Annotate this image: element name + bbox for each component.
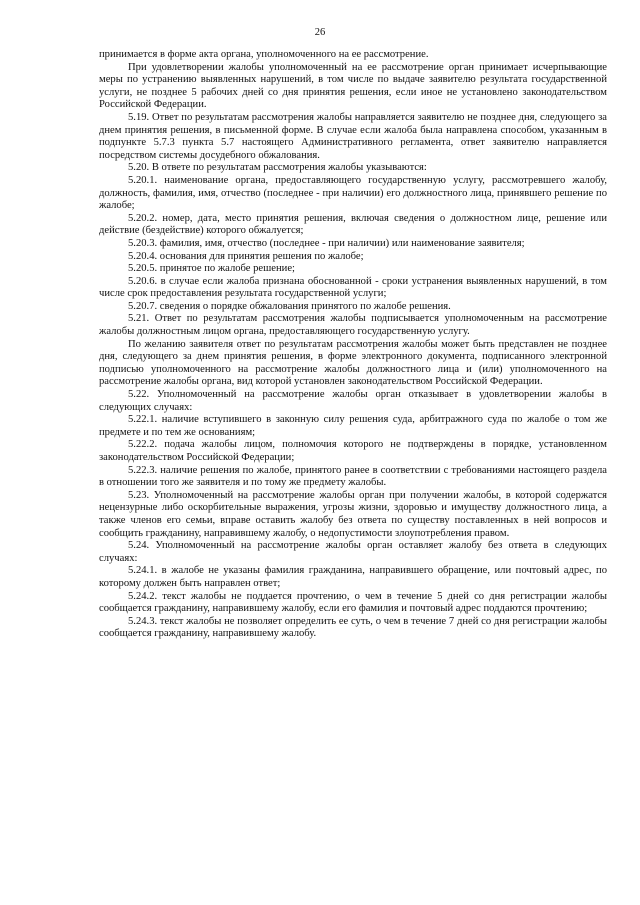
paragraph-5-24: 5.24. Уполномоченный на рассмотрение жалобы орган оставляет жалобу без ответа в следующих случаях:: [99, 540, 607, 564]
paragraph: По желанию заявителя ответ по результатам рассмотрения жалобы может быть представлен не позднее дня, следующего за днем принятия решения, в форме электронного документа, подписанного электронной подписью уполномоченного на рассмотрение жалобы должностного лица и (или) уполномоченного на рассмотрение жалобы органа, вид которой установлен законодательством Российской Федерации.: [99, 338, 607, 388]
paragraph-5-22-1: 5.22.1. наличие вступившего в законную силу решения суда, арбитражного суда по жалобе о том же предмете и по тем же основаниям;: [99, 414, 607, 438]
paragraph-5-20-1: 5.20.1. наименование органа, предоставляющего государственную услугу, рассмотревшего жалобу, должность, фамилия, имя, отчество (последнее - при наличии) его должностного лица, принявшего решение по жалобе;: [99, 174, 607, 212]
paragraph-5-20-2: 5.20.2. номер, дата, место принятия решения, включая сведения о должностном лице, решение или действие (бездействие) которого обжалуется;: [99, 212, 607, 237]
paragraph-5-20-5: 5.20.5. принятое по жалобе решение;: [128, 263, 295, 275]
paragraph-5-24-2: 5.24.2. текст жалобы не поддается прочтению, о чем в течение 5 дней со дня регистрации жалобы сообщается гражданину, направившему жалобу, если его фамилия и почтовый адрес поддаются прочтению;: [99, 590, 607, 615]
paragraph-5-20-6: 5.20.6. в случае если жалоба признана обоснованной - сроки устранения выявленных нарушений, в том числе срок предоставления результата государственной услуги;: [99, 275, 607, 300]
paragraph-5-22-3: 5.22.3. наличие решения по жалобе, принятого ранее в соответствии с требованиями настоящего раздела в отношении того же заявителя и по тому же предмету жалобы.: [99, 464, 607, 489]
paragraph-5-24-3: 5.24.3. текст жалобы не позволяет определить ее суть, о чем в течение 7 дней со дня регистрации жалобы сообщается гражданину, направившему жалобу.: [99, 615, 607, 640]
paragraph-5-23: 5.23. Уполномоченный на рассмотрение жалобы орган при получении жалобы, в которой содержатся нецензурные либо оскорбительные выражения, угрозы жизни, здоровью и имуществу должностного лица, а также членов его семьи, вправе оставить жалобу без ответа по существу поставленных в ней вопросов и сообщить гражданину, направившему жалобу, о недопустимости злоупотребления правом.: [99, 489, 607, 539]
paragraph-5-22: 5.22. Уполномоченный на рассмотрение жалобы орган отказывает в удовлетворении жалобы в следующих случаях:: [99, 389, 607, 413]
page-number: 26: [314, 27, 326, 38]
paragraph-5-20-4: 5.20.4. основания для принятия решения по жалобе;: [128, 250, 364, 262]
paragraph-5-19: 5.19. Ответ по результатам рассмотрения жалобы направляется заявителю не позднее дня, следующего за днем принятия решения, в письменной форме. В случае если жалоба была направлена способом, указанным в подпункте 5.7.3 пункта 5.7 настоящего Административного регламента, ответ заявителю направляется посредством системы досудебного обжалования.: [99, 111, 607, 161]
paragraph-5-20-7: 5.20.7. сведения о порядке обжалования принятого по жалобе решения.: [128, 300, 451, 312]
paragraph: При удовлетворении жалобы уполномоченный на ее рассмотрение орган принимает исчерпывающие меры по устранению выявленных нарушений, в том числе по выдаче заявителю результата государственной услуги, не позднее 5 рабочих дней со дня принятия решения, если иное не установлено законодательством Российской Федерации.: [99, 61, 607, 111]
paragraph-5-24-1: 5.24.1. в жалобе не указаны фамилия гражданина, направившего обращение, или почтовый адрес, по которому должен быть направлен ответ;: [99, 565, 607, 589]
paragraph-5-20: 5.20. В ответе по результатам рассмотрения жалобы указываются:: [128, 162, 427, 174]
document-body: [99, 49, 607, 641]
paragraph-5-21: 5.21. Ответ по результатам рассмотрения жалобы подписывается уполномоченным на рассмотрение жалобы должностным лицом органа, предоставляющего государственную услугу.: [99, 313, 607, 338]
paragraph-continuation: принимается в форме акта органа, уполномоченного на ее рассмотрение.: [99, 49, 429, 60]
paragraph-5-22-2: 5.22.2. подача жалобы лицом, полномочия которого не подтверждены в порядке, установленном законодательством Российской Федерации;: [99, 439, 607, 463]
paragraph-5-20-3: 5.20.3. фамилия, имя, отчество (последнее - при наличии) или наименование заявителя;: [128, 237, 525, 249]
